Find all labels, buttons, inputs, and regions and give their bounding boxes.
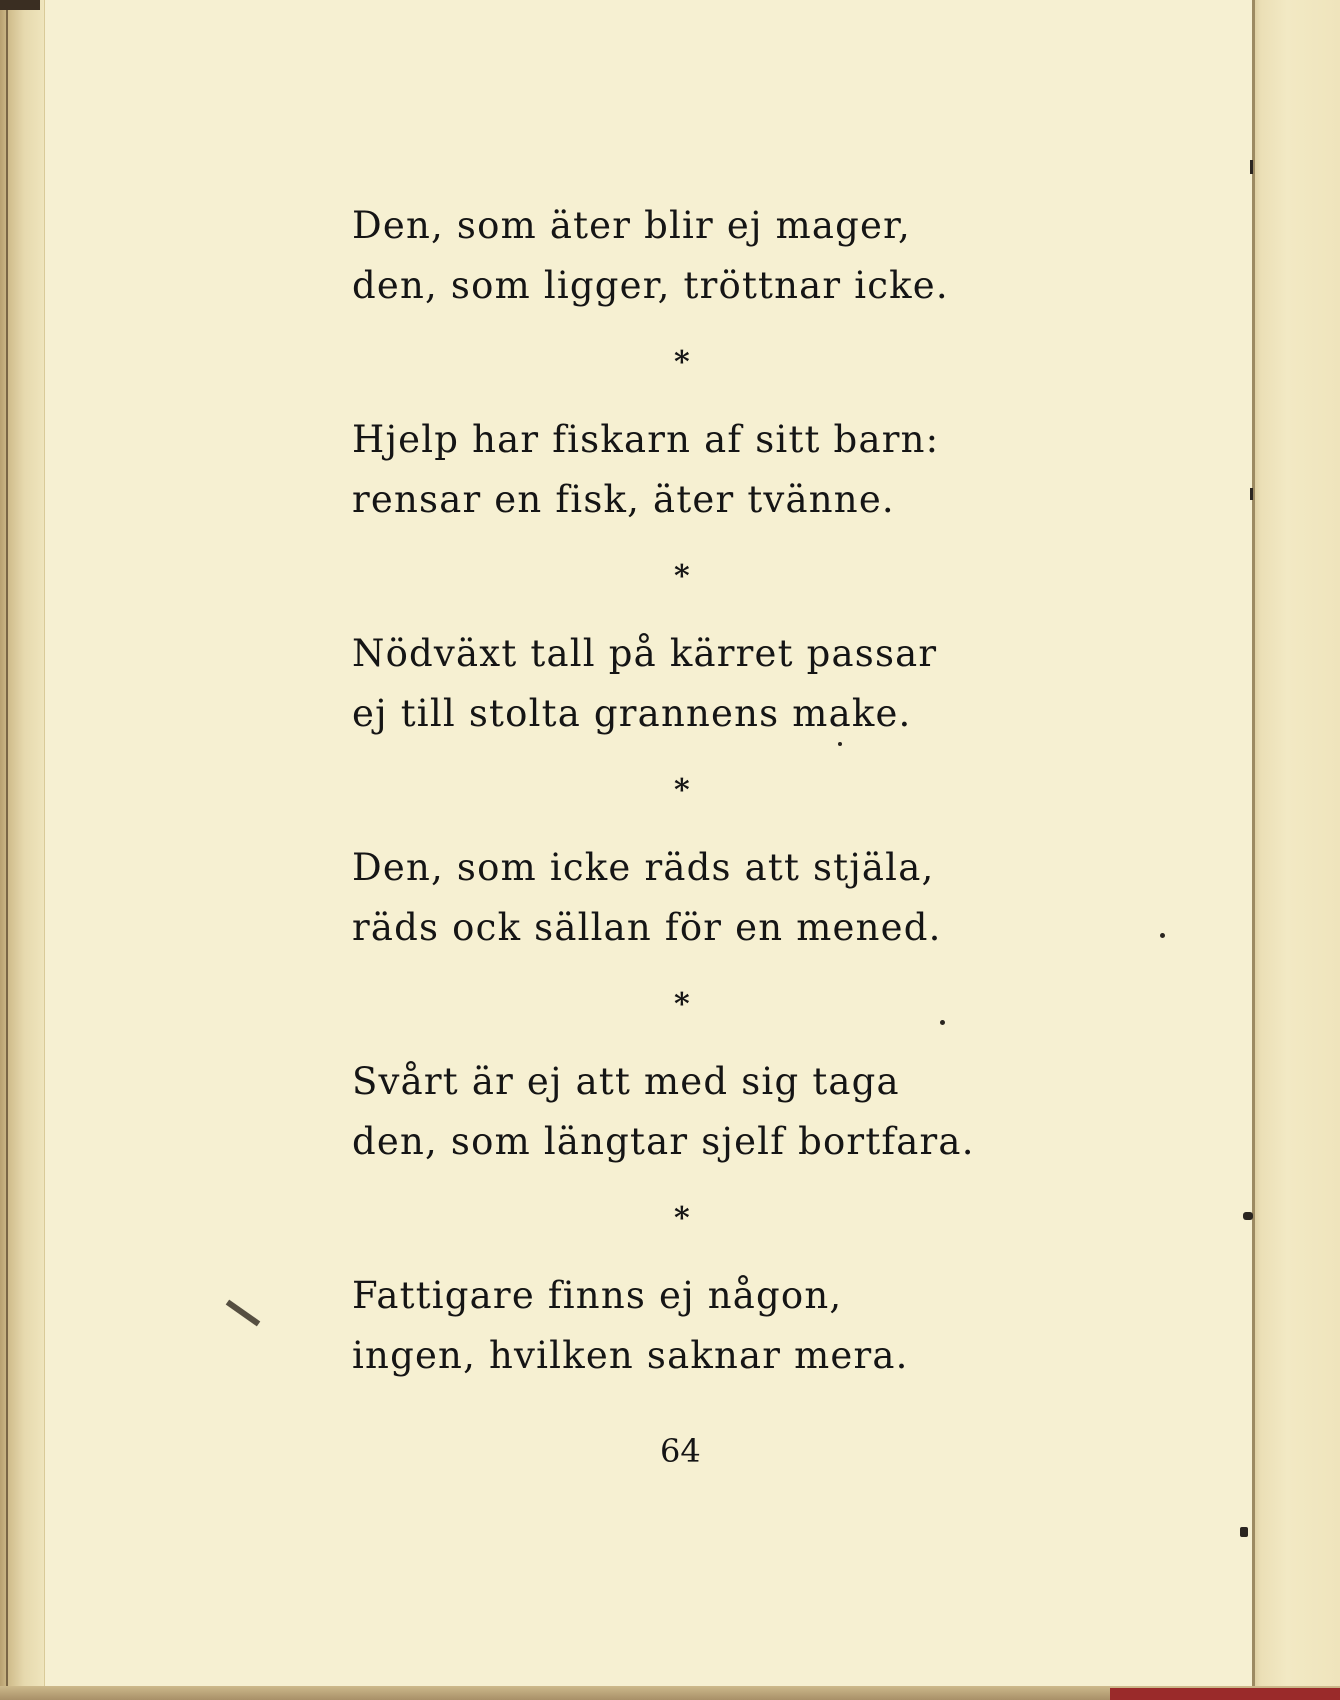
stanza-4 [352, 838, 1052, 958]
asterisk-separator: * [674, 559, 690, 594]
margin-tick [1250, 160, 1253, 174]
verse-line: Den, som icke räds att stjäla, [352, 846, 935, 889]
asterisk-separator: * [674, 773, 690, 808]
verse-line: rensar en fisk, äter tvänne. [352, 478, 895, 521]
margin-tick [1250, 488, 1253, 500]
asterisk-separator: * [674, 1201, 690, 1236]
margin-tick [1243, 1212, 1253, 1220]
verse-line: den, som längtar sjelf bortfara. [352, 1120, 975, 1163]
page-edge-right [1252, 0, 1340, 1700]
verse-line: ej till stolta grannens make. [352, 692, 912, 735]
verse-line: Fattigare finns ej någon, [352, 1274, 843, 1317]
stanza-1 [352, 196, 1052, 316]
book-cover-red-edge [1110, 1688, 1340, 1700]
verse-line: ingen, hvilken saknar mera. [352, 1334, 909, 1377]
asterisk-separator: * [674, 345, 690, 380]
poem-text-block [352, 196, 1052, 1386]
stanza-5 [352, 1052, 1052, 1172]
page-edge-line [1252, 0, 1255, 1700]
verse-line: Svårt är ej att med sig taga [352, 1060, 900, 1103]
verse-line: räds ock sällan för en mened. [352, 906, 942, 949]
stanza-6 [352, 1266, 1052, 1386]
ink-speck [1160, 933, 1165, 938]
ink-speck [940, 1020, 945, 1025]
verse-line: Hjelp har fiskarn af sitt barn: [352, 418, 940, 461]
page-number: 64 [660, 1432, 701, 1470]
margin-tick [1240, 1527, 1248, 1537]
top-corner-shadow [0, 0, 40, 10]
verse-line: den, som ligger, tröttnar icke. [352, 264, 949, 307]
ink-speck [838, 742, 842, 746]
verse-line: Den, som äter blir ej mager, [352, 204, 911, 247]
asterisk-separator: * [674, 987, 690, 1022]
stanza-2 [352, 410, 1052, 530]
binding-edge-line [6, 0, 8, 1700]
verse-line: Nödväxt tall på kärret passar [352, 632, 938, 675]
stanza-3 [352, 624, 1052, 744]
